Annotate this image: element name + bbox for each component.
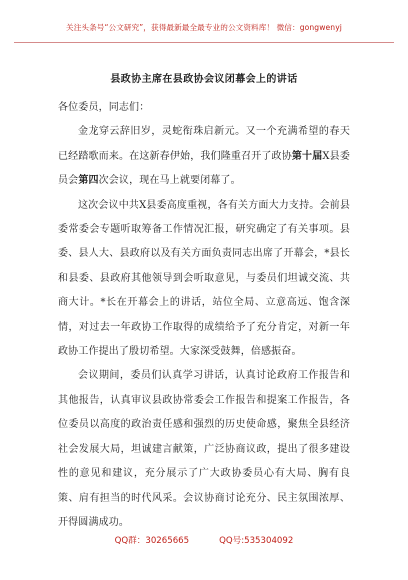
qq-number-text: QQ号:535304092 (219, 536, 294, 546)
footer-contacts (0, 534, 408, 546)
header-banner: 关注头条号“公文研究”，获得最新最全最专业的公文资料库！ 微信：gongwenyj (14, 22, 394, 43)
paragraph-1-tail: 次会议，现在马上就要闭幕了。 (98, 175, 241, 187)
meeting-number: 第四 (78, 175, 99, 187)
salutation: 各位委员，同志们： (58, 102, 150, 113)
paragraph-1-committee: X县委员会 (58, 150, 350, 187)
paragraph-3: 会议期间，委员们认真学习讲话，认真讨论政府工作报告和其他报告，认真审议县政协常委会工作报告和提案工作报告，各位委员以高度的政治责任感和强烈的历史使命感，聚焦全县经济社会发展大局，坦诚建言献策，广泛协商议政，提出了很多建设性的意见和建议，充分展示了广大政协委员心有大局、胸有良策、肩有担当的时代风采。会议协商讨论充分、民主氛围浓厚、开得圆满成功。 (58, 370, 350, 528)
paragraph-1-text: 金龙穿云辞旧岁，灵蛇衔珠启新元。又一个充满希望的春天已经踏歌而来。在这新春伊始，我们隆重召开了政协 (58, 126, 350, 162)
paragraph-2: 这次会议中共X县委高度重视，各有关方面大力支持。会前县委常委会专题听取筹备工作情况汇报，研究确定了有关事项。县委、县人大、县政府以及有关方面负责同志出席了开幕会，*县长和县委、县政府其他领导到会听取意见，与委员们坦诚交流、共商大计。*长在开幕会上的讲话，站位全局、立意高远、饱含深情，对过去一年政协工作取得的成绩给予了充分肯定，对新一年政协工作提出了殷切希望。大家深受鼓舞，倍感振奋。 (58, 199, 350, 358)
page-title: 县政协主席在县政协会议闭幕会上的讲话 (110, 74, 298, 85)
session-number: 第十届 (291, 150, 323, 162)
document-body (58, 96, 350, 535)
qq-group-text: QQ群：30265665 (114, 536, 190, 546)
paragraph-1 (58, 120, 350, 193)
